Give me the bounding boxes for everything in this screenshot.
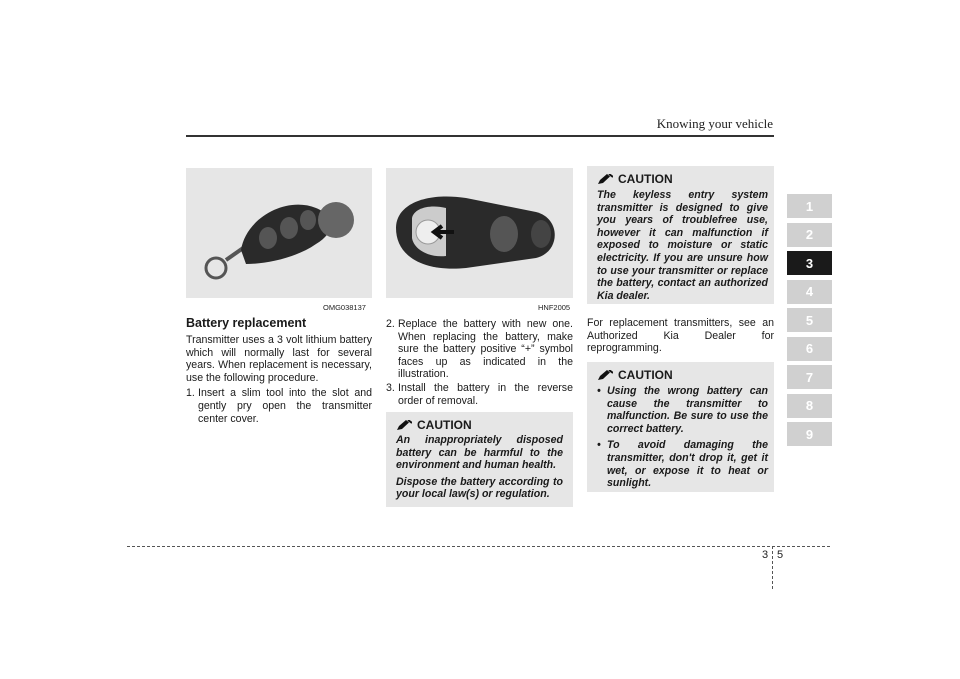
chapter-tab-4[interactable]: 4 xyxy=(787,280,832,304)
caution-title: CAUTION xyxy=(618,368,673,382)
caution-disposal-box xyxy=(386,412,573,507)
chapter-tab-3[interactable]: 3 xyxy=(787,251,832,275)
caution-title: CAUTION xyxy=(417,418,472,432)
step-number: 1. xyxy=(186,387,195,400)
step-item xyxy=(386,382,573,407)
caution-pencil-icon xyxy=(396,420,412,431)
step-text: Insert a slim tool into the slot and gently pry open the transmitter center cover. xyxy=(198,387,372,425)
battery-steps-continued xyxy=(386,318,573,407)
caution-list-item xyxy=(597,439,768,489)
battery-section xyxy=(186,316,372,425)
footer-rule xyxy=(127,546,830,547)
replacement-paragraph: For replacement transmitters, see an Authorized Kia Dealer for reprogramming. xyxy=(587,317,774,355)
caution-heading xyxy=(396,418,563,432)
step-number: 3. xyxy=(386,381,395,394)
step-text: Install the battery in the reverse order of removal. xyxy=(398,381,573,407)
section-body xyxy=(186,334,372,425)
chapter-tab-1[interactable]: 1 xyxy=(787,194,832,218)
step-item xyxy=(186,387,372,425)
intro-paragraph: Transmitter uses a 3 volt lithium battery which will normally last for several years. When replacement is necessary, use the following procedure. xyxy=(186,334,372,384)
caution-keyless-box xyxy=(587,166,774,304)
chapter-tab-8[interactable]: 8 xyxy=(787,394,832,418)
caution-title: CAUTION xyxy=(618,172,673,186)
chapter-tab-6[interactable]: 6 xyxy=(787,337,832,361)
running-header: Knowing your vehicle xyxy=(656,116,773,131)
step-number: 2. xyxy=(386,318,395,330)
open-transmitter-illustration xyxy=(386,168,573,298)
caution-paragraph: An inappropriately disposed battery can be harmful to the environment and human health. xyxy=(396,434,563,472)
caution-heading xyxy=(597,172,768,186)
caution-heading xyxy=(597,368,768,382)
caution-list xyxy=(597,385,768,490)
figure-code: OMG038137 xyxy=(323,303,366,312)
caution-pencil-icon xyxy=(597,174,613,185)
page-number: 5 xyxy=(777,549,784,561)
caution-item-text: To avoid damaging the transmitter, don't drop it, get it wet, or expose it to heat or sunlight. xyxy=(607,439,768,490)
chapter-tabs xyxy=(787,194,832,451)
chapter-tab-5[interactable]: 5 xyxy=(787,308,832,332)
caution-list-item xyxy=(597,385,768,435)
key-fob-image xyxy=(186,168,372,298)
replacement-note xyxy=(587,317,774,358)
caution-usage-box xyxy=(587,362,774,492)
caution-paragraph: The keyless entry system transmitter is designed to give you years of troublefree use, however it can malfunction if exposed to moisture or static electricity. If you are unsure how to use your transmitter or replace the battery, contact an authorized Kia dealer. xyxy=(597,189,768,302)
caution-body xyxy=(597,189,768,302)
open-transmitter-image xyxy=(386,168,573,298)
step-text: Replace the battery with new one. When replacing the battery, make sure the battery positive “+” symbol faces up as indicated in the illustration. xyxy=(398,318,573,381)
caution-body xyxy=(396,434,563,501)
bullet: • xyxy=(597,385,601,397)
page-chapter-number: 3 xyxy=(762,549,769,561)
section-title: Battery replacement xyxy=(186,316,307,330)
figure-code: HNF2005 xyxy=(538,303,571,312)
caution-pencil-icon xyxy=(597,370,613,381)
caution-item-text: Using the wrong battery can cause the transmitter to malfunction. Be sure to use the correct battery. xyxy=(607,385,768,435)
chapter-tab-7[interactable]: 7 xyxy=(787,365,832,389)
page-number-separator xyxy=(772,546,773,589)
header-rule xyxy=(186,135,774,137)
chapter-tab-9[interactable]: 9 xyxy=(787,422,832,446)
step-item xyxy=(386,318,573,381)
bullet: • xyxy=(597,439,601,452)
caution-paragraph: Dispose the battery according to your local law(s) or regulation. xyxy=(396,475,563,501)
key-fob-illustration xyxy=(186,168,372,298)
chapter-tab-2[interactable]: 2 xyxy=(787,223,832,247)
